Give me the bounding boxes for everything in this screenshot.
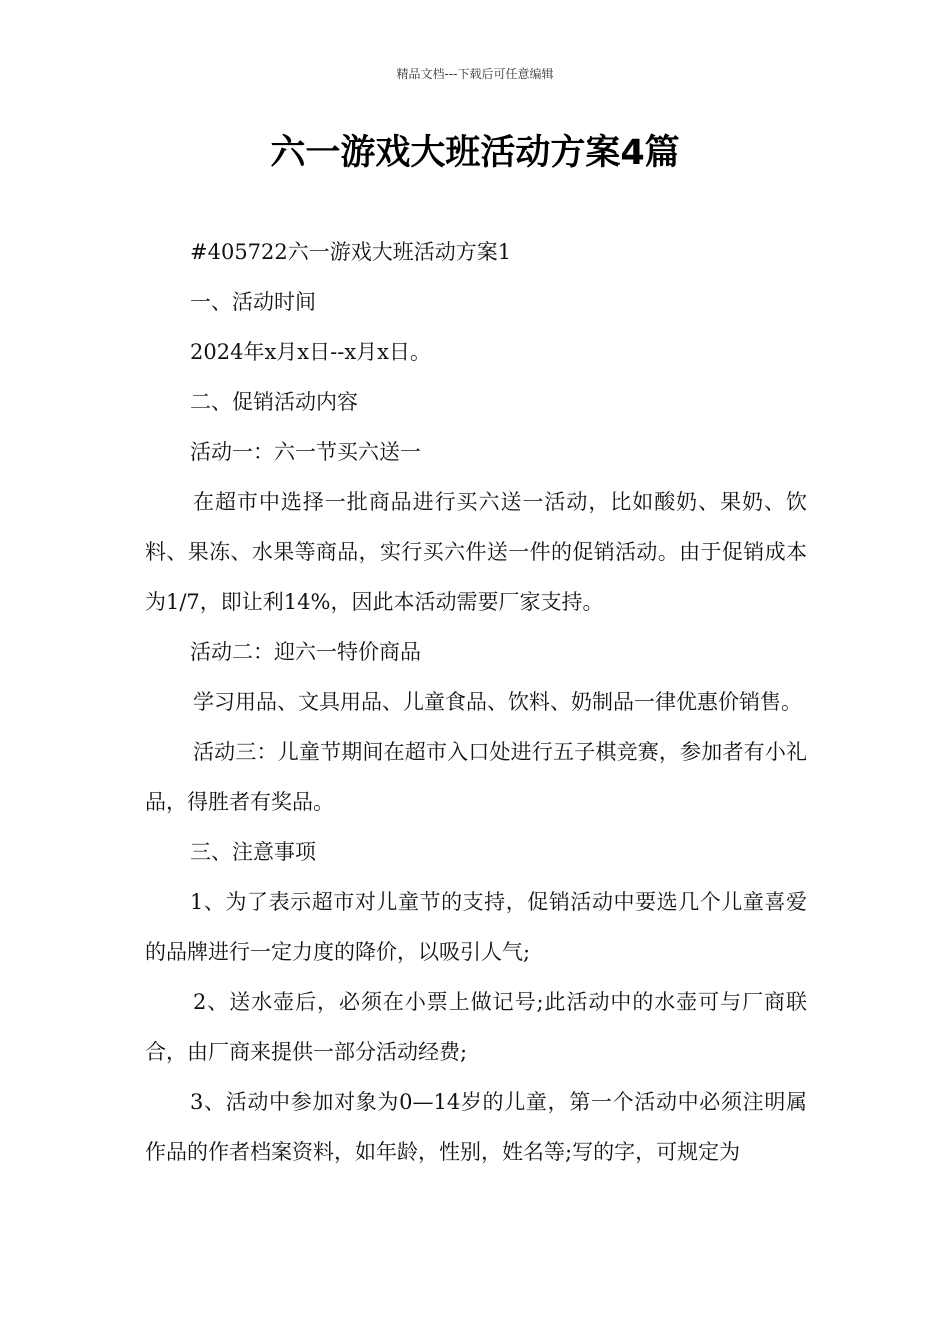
paragraph-section-3-heading: 三、注意事项 (190, 840, 316, 864)
paragraph-activity-1-body: 在超市中选择一批商品进行买六送一活动，比如酸奶、果奶、饮料、果冻、水果等商品，实行买六件送一件的促销活动。由于促销成本为1/7，即让利14%，因此本活动需要厂家支持。 (145, 490, 807, 614)
paragraph-activity-2-title: 活动二：迎六一特价商品 (190, 640, 421, 664)
paragraph-activity-2-body: 学习用品、文具用品、儿童食品、饮料、奶制品一律优惠价销售。 (193, 690, 802, 714)
paragraph-section-2-heading: 二、促销活动内容 (190, 390, 358, 414)
paragraph-doc-id: #405722六一游戏大班活动方案1 (190, 240, 512, 264)
paragraph-section-1-heading: 一、活动时间 (190, 290, 316, 314)
paragraph-activity-3: 活动三：儿童节期间在超市入口处进行五子棋竞赛，参加者有小礼品，得胜者有奖品。 (145, 740, 807, 814)
paragraph-note-2: 2、送水壶后，必须在小票上做记号;此活动中的水壶可与厂商联合，由厂商来提供一部分活动经费; (145, 990, 807, 1064)
paragraph-note-3: 3、活动中参加对象为0—14岁的儿童，第一个活动中必须注明属作品的作者档案资料，如年龄，性别，姓名等;写的字，可规定为 (145, 1090, 807, 1164)
paragraph-note-1: 1、为了表示超市对儿童节的支持，促销活动中要选几个儿童喜爱的品牌进行一定力度的降价，以吸引人气; (145, 890, 807, 964)
document-title: 六一游戏大班活动方案4篇 (270, 133, 680, 173)
header-note: 精品文档---下载后可任意编辑 (396, 67, 554, 81)
paragraph-activity-time: 2024年x月x日--x月x日。 (190, 340, 432, 364)
paragraph-activity-1-title: 活动一：六一节买六送一 (190, 440, 421, 464)
document-body (145, 227, 807, 1177)
